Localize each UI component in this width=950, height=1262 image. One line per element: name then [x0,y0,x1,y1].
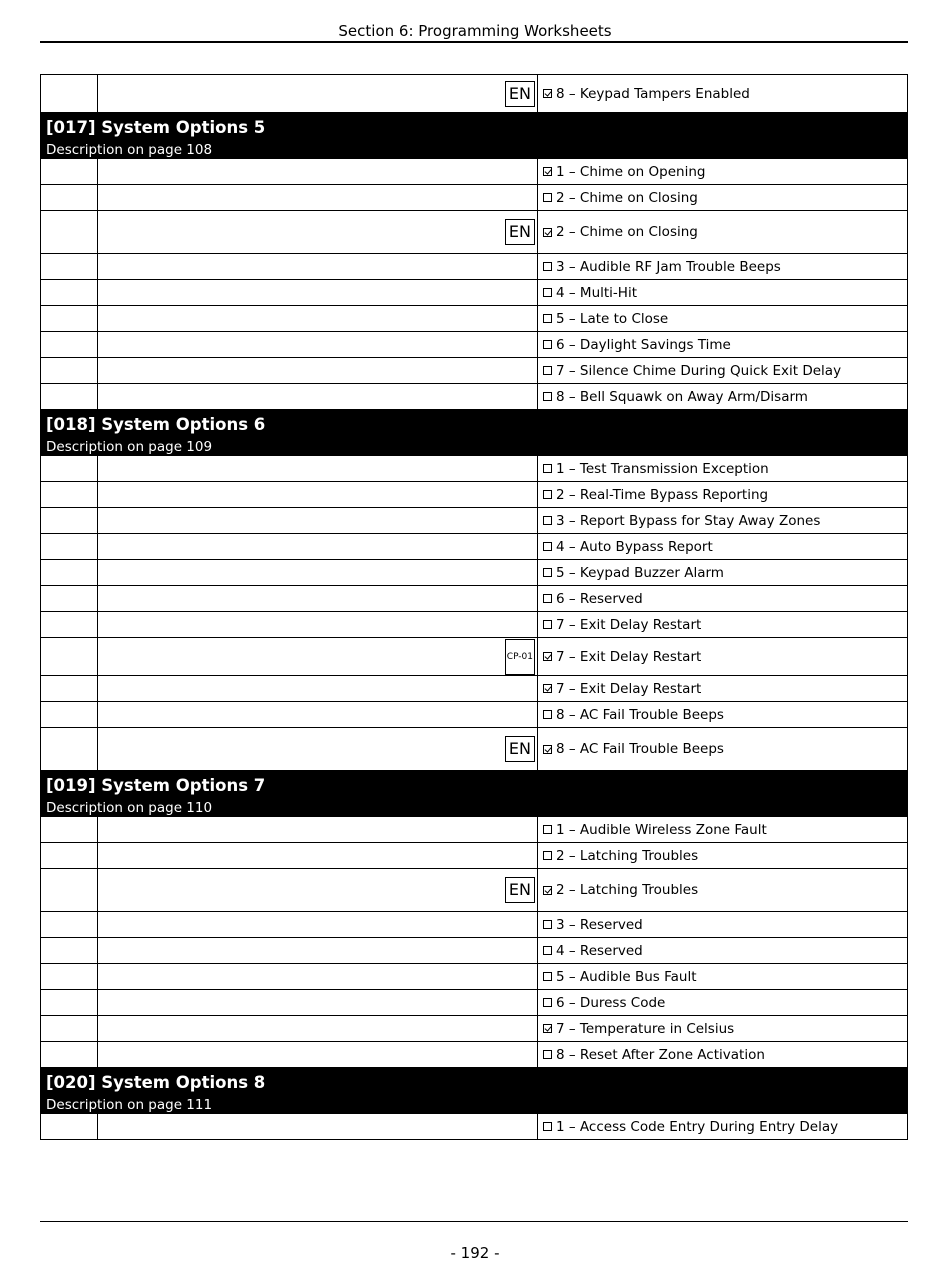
entry-column [98,869,538,911]
checkbox-icon[interactable] [543,745,552,754]
entry-column [98,990,538,1015]
checkbox-icon[interactable] [543,262,552,271]
option-label: 6 – Daylight Savings Time [556,336,731,353]
entry-column [98,728,538,770]
option-label: 5 – Keypad Buzzer Alarm [556,564,724,581]
option-row [41,331,907,357]
option-row [41,559,907,585]
option-row [41,533,907,559]
entry-column [98,508,538,533]
option-row [41,184,907,210]
blank-column [41,358,98,383]
blank-column [41,638,98,675]
blank-column [41,1114,98,1139]
blank-column [41,869,98,911]
blank-column [41,534,98,559]
option-label: 7 – Exit Delay Restart [556,680,702,697]
option-cell [538,912,907,937]
entry-column [98,612,538,637]
option-row [41,75,907,112]
option-label: 3 – Report Bypass for Stay Away Zones [556,512,821,529]
option-row [41,1114,907,1139]
option-cell [538,638,907,675]
option-label: 5 – Late to Close [556,310,669,327]
option-row [41,357,907,383]
option-row [41,253,907,279]
programming-worksheet [40,74,908,1140]
option-label: 4 – Reserved [556,942,643,959]
option-label: 2 – Latching Troubles [556,882,699,898]
option-row [41,1041,907,1067]
entry-column [98,254,538,279]
blank-column [41,75,98,112]
entry-column [98,75,538,112]
entry-column [98,159,538,184]
blank-column [41,990,98,1015]
blank-column [41,1016,98,1041]
entry-column [98,676,538,701]
checkbox-icon[interactable] [543,193,552,202]
region-tag: EN [505,81,535,107]
page-header: Section 6: Programming Worksheets [338,22,612,40]
region-tag: CP-01 [505,639,535,675]
blank-column [41,482,98,507]
entry-column [98,1016,538,1041]
blank-column [41,306,98,331]
option-cell [538,612,907,637]
blank-column [41,612,98,637]
option-cell [538,75,907,112]
option-row [41,842,907,868]
option-cell [538,384,907,409]
option-label: 4 – Multi-Hit [556,284,637,301]
option-cell [538,306,907,331]
page-number: - 192 - [450,1244,500,1262]
option-cell [538,586,907,611]
option-cell [538,159,907,184]
option-label: 7 – Exit Delay Restart [556,648,702,665]
option-label: 3 – Reserved [556,916,643,933]
section-header [41,770,907,817]
option-row [41,611,907,637]
section-title: [020] System Options 8 [46,1073,266,1092]
region-tag: EN [505,219,535,245]
checkbox-icon[interactable] [543,684,552,693]
blank-column [41,912,98,937]
option-label: 1 – Test Transmission Exception [556,460,769,477]
checkbox-icon[interactable] [543,542,552,551]
checkbox-icon[interactable] [543,568,552,577]
blank-column [41,185,98,210]
region-tag: EN [505,877,535,903]
entry-column [98,964,538,989]
section-title: [019] System Options 7 [46,776,266,795]
option-cell [538,280,907,305]
blank-column [41,817,98,842]
section-description: Description on page 110 [46,800,213,816]
option-cell [538,702,907,727]
option-row [41,868,907,911]
checkbox-icon[interactable] [543,340,552,349]
option-row [41,383,907,409]
blank-column [41,586,98,611]
option-row [41,701,907,727]
option-row [41,456,907,481]
option-label: 8 – Bell Squawk on Away Arm/Disarm [556,388,808,405]
option-cell [538,1016,907,1041]
region-tag: EN [505,736,535,762]
option-row [41,481,907,507]
option-label: 6 – Duress Code [556,994,666,1011]
blank-column [41,702,98,727]
checkbox-icon[interactable] [543,946,552,955]
section-description: Description on page 108 [46,142,213,158]
option-label: 4 – Auto Bypass Report [556,538,713,555]
entry-column [98,280,538,305]
checkbox-icon[interactable] [543,167,552,176]
option-cell [538,938,907,963]
entry-column [98,534,538,559]
option-label: 8 – AC Fail Trouble Beeps [556,706,724,723]
option-cell [538,1042,907,1067]
blank-column [41,280,98,305]
option-cell [538,482,907,507]
header-rule [40,41,908,43]
option-row [41,817,907,842]
option-cell [538,534,907,559]
option-row [41,1015,907,1041]
checkbox-icon[interactable] [543,464,552,473]
checkbox-icon[interactable] [543,490,552,499]
blank-column [41,211,98,253]
entry-column [98,482,538,507]
checkbox-icon[interactable] [543,710,552,719]
entry-column [98,912,538,937]
option-label: 8 – AC Fail Trouble Beeps [556,741,724,757]
option-label: 7 – Exit Delay Restart [556,616,702,633]
footer-rule [40,1221,908,1222]
blank-column [41,384,98,409]
blank-column [41,332,98,357]
option-label: 1 – Audible Wireless Zone Fault [556,821,767,838]
option-cell [538,211,907,253]
checkbox-icon[interactable] [543,998,552,1007]
option-row [41,279,907,305]
sections-container [41,112,907,1139]
checkbox-icon[interactable] [543,288,552,297]
entry-column [98,358,538,383]
option-cell [538,254,907,279]
checkbox-icon[interactable] [543,89,552,98]
blank-column [41,938,98,963]
option-row [41,507,907,533]
blank-column [41,1042,98,1067]
blank-column [41,254,98,279]
entry-column [98,456,538,481]
blank-column [41,560,98,585]
option-cell [538,358,907,383]
option-label: 7 – Silence Chime During Quick Exit Delay [556,362,842,379]
option-cell [538,332,907,357]
entry-column [98,306,538,331]
section-title: [018] System Options 6 [46,415,266,434]
entry-column [98,1114,538,1139]
option-cell [538,508,907,533]
checkbox-icon[interactable] [543,851,552,860]
checkbox-icon[interactable] [543,516,552,525]
option-label: 2 – Chime on Closing [556,224,698,240]
checkbox-icon[interactable] [543,825,552,834]
checkbox-icon[interactable] [543,392,552,401]
option-cell [538,964,907,989]
entry-column [98,560,538,585]
section-header [41,112,907,159]
option-cell [538,869,907,911]
option-label: 6 – Reserved [556,590,643,607]
section-header [41,409,907,456]
checkbox-icon[interactable] [543,1024,552,1033]
option-row [41,585,907,611]
option-cell [538,1114,907,1139]
option-label: 1 – Chime on Opening [556,163,706,180]
checkbox-icon[interactable] [543,1122,552,1131]
blank-column [41,964,98,989]
option-row [41,727,907,770]
blank-column [41,456,98,481]
option-row [41,637,907,675]
option-cell [538,185,907,210]
entry-column [98,185,538,210]
blank-column [41,159,98,184]
option-label: 5 – Audible Bus Fault [556,968,697,985]
checkbox-icon[interactable] [543,314,552,323]
option-label: 2 – Chime on Closing [556,189,698,206]
option-label: 8 – Reset After Zone Activation [556,1046,765,1063]
entry-column [98,817,538,842]
section-description: Description on page 111 [46,1097,213,1113]
checkbox-icon[interactable] [543,920,552,929]
checkbox-icon[interactable] [543,652,552,661]
entry-column [98,938,538,963]
option-row [41,675,907,701]
checkbox-icon[interactable] [543,620,552,629]
blank-column [41,843,98,868]
option-cell [538,456,907,481]
option-label: 2 – Latching Troubles [556,847,699,864]
blank-column [41,728,98,770]
option-label: 3 – Audible RF Jam Trouble Beeps [556,258,781,275]
entry-column [98,1042,538,1067]
option-row [41,210,907,253]
option-label: 1 – Access Code Entry During Entry Delay [556,1118,839,1135]
checkbox-icon[interactable] [543,228,552,237]
option-label: 8 – Keypad Tampers Enabled [556,85,750,102]
entry-column [98,638,538,675]
entry-column [98,586,538,611]
checkbox-icon[interactable] [543,366,552,375]
section-description: Description on page 109 [46,439,213,455]
option-cell [538,560,907,585]
checkbox-icon[interactable] [543,972,552,981]
blank-column [41,508,98,533]
blank-column [41,676,98,701]
option-row [41,159,907,184]
option-row [41,989,907,1015]
option-cell [538,817,907,842]
option-row [41,963,907,989]
entry-column [98,384,538,409]
entry-column [98,702,538,727]
section-title: [017] System Options 5 [46,118,266,137]
option-row [41,305,907,331]
option-cell [538,843,907,868]
option-cell [538,990,907,1015]
entry-column [98,332,538,357]
option-cell [538,676,907,701]
option-row [41,911,907,937]
option-label: 7 – Temperature in Celsius [556,1020,735,1037]
section-header [41,1067,907,1114]
option-row [41,937,907,963]
checkbox-icon[interactable] [543,594,552,603]
option-label: 2 – Real-Time Bypass Reporting [556,486,769,503]
checkbox-icon[interactable] [543,1050,552,1059]
checkbox-icon[interactable] [543,886,552,895]
entry-column [98,211,538,253]
entry-column [98,843,538,868]
option-cell [538,728,907,770]
